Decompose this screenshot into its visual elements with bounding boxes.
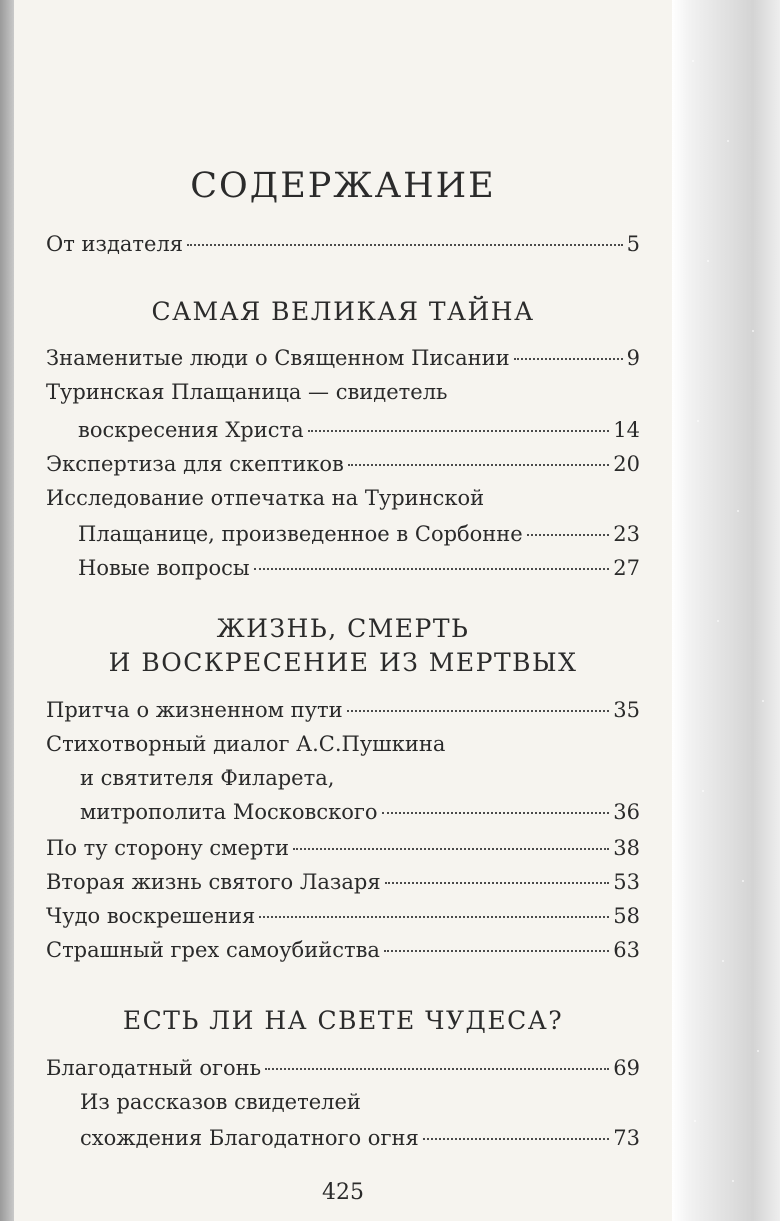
section-heading: ЕСТЬ ЛИ НА СВЕТЕ ЧУДЕСА? (122, 1006, 564, 1035)
toc-entry-title: Благодатный огонь (46, 1056, 262, 1080)
toc-page-number: 73 (613, 1126, 640, 1150)
page-gutter-shadow (672, 0, 780, 1221)
toc-entry-title: От издателя (46, 232, 184, 256)
toc-entry-title: Вторая жизнь святого Лазаря (46, 870, 381, 894)
toc-entry (46, 452, 640, 482)
dot-leader (527, 534, 610, 536)
toc-entry-title: схождения Благодатного огня (80, 1126, 419, 1150)
toc-entry-title: Плащанице, произведенное в Сорбонне (78, 522, 523, 546)
toc-entry-title: Чудо воскрешения (46, 904, 256, 928)
toc-entry-title: Притча о жизненном пути (46, 698, 343, 722)
toc-entry (80, 1126, 640, 1156)
toc-page-number: 27 (613, 556, 640, 580)
toc-page-number: 38 (613, 836, 640, 860)
toc-entry-title-line: Туринская Плащаница — свидетель (46, 380, 448, 404)
dot-leader (382, 812, 610, 814)
dot-leader (348, 464, 609, 466)
dot-leader (254, 568, 610, 570)
dot-leader (423, 1138, 610, 1140)
dot-leader (514, 358, 623, 360)
section-heading: И ВОСКРЕСЕНИЕ ИЗ МЕРТВЫХ (108, 648, 578, 677)
dot-leader (293, 848, 609, 850)
toc-entry-title: митрополита Московского (80, 800, 378, 824)
dot-leader (259, 916, 609, 918)
toc-page-number: 58 (613, 904, 640, 928)
toc-entry-title-line: и святителя Филарета, (80, 766, 335, 790)
toc-page-number: 35 (613, 698, 640, 722)
toc-page-number: 20 (613, 452, 640, 476)
dot-leader (347, 710, 610, 712)
page-number: 425 (322, 1180, 364, 1205)
dot-leader (187, 244, 623, 246)
toc-page-number: 14 (613, 418, 640, 442)
toc-entry (46, 904, 640, 934)
toc-entry-title: Страшный грех самоубийства (46, 938, 380, 962)
toc-entry-title-line: Исследование отпечатка на Туринской (46, 486, 485, 510)
toc-entry (46, 698, 640, 728)
toc-entry-title: Знаменитые люди о Священном Писании (46, 346, 510, 370)
toc-entry-title: воскресения Христа (78, 418, 304, 442)
toc-page-number: 23 (613, 522, 640, 546)
toc-entry (80, 800, 640, 830)
toc-entry (78, 418, 640, 448)
toc-entry-title: Новые вопросы (78, 556, 250, 580)
section-heading: ЖИЗНЬ, СМЕРТЬ (216, 614, 470, 643)
book-spine-edge (0, 0, 14, 1221)
toc-entry (46, 870, 640, 900)
toc-entry (46, 836, 640, 866)
toc-entry (46, 938, 640, 968)
toc-entry (46, 232, 640, 262)
toc-page-number: 9 (626, 346, 640, 370)
toc-entry (46, 1056, 640, 1086)
toc-entry (46, 346, 640, 376)
toc-page-number: 63 (613, 938, 640, 962)
toc-entry-title: Экспертиза для скептиков (46, 452, 344, 476)
toc-page-number: 36 (613, 800, 640, 824)
toc-entry-title-line: Стихотворный диалог А.С.Пушкина (46, 732, 446, 756)
toc-entry (78, 556, 640, 586)
dot-leader (385, 882, 610, 884)
page-title: СОДЕРЖАНИЕ (190, 166, 496, 206)
toc-page-number: 53 (613, 870, 640, 894)
dot-leader (265, 1068, 609, 1070)
toc-page-number: 69 (613, 1056, 640, 1080)
toc-entry (78, 522, 640, 552)
section-heading: САМАЯ ВЕЛИКАЯ ТАЙНА (151, 297, 535, 326)
dot-leader (308, 430, 610, 432)
toc-page-number: 5 (626, 232, 640, 256)
toc-entry-title-line: Из рассказов свидетелей (80, 1090, 361, 1114)
dot-leader (384, 950, 609, 952)
toc-entry-title: По ту сторону смерти (46, 836, 289, 860)
